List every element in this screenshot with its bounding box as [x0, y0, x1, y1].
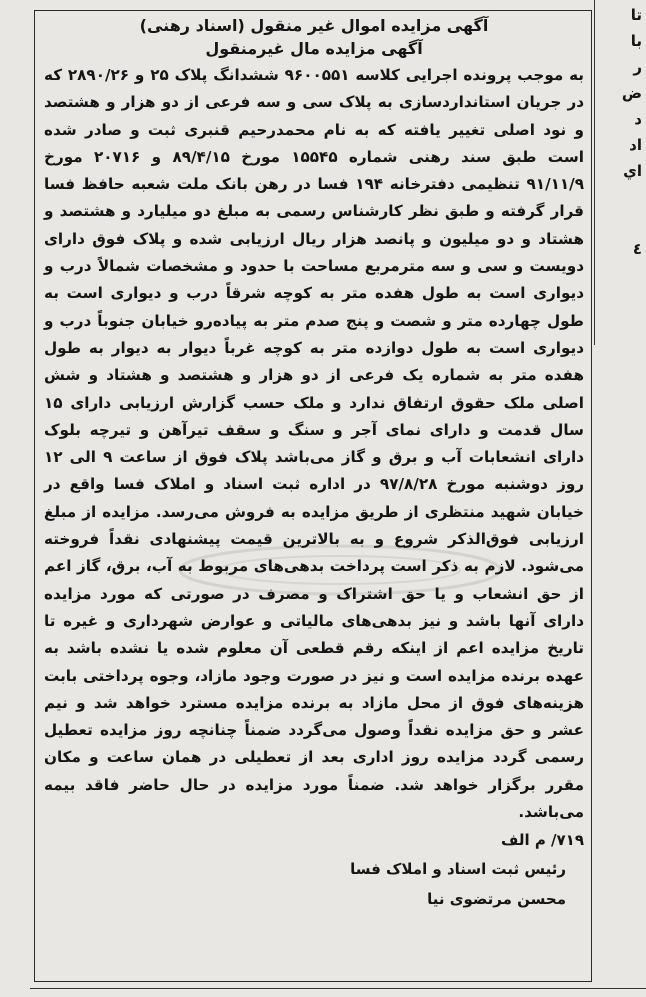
neighbor-line: [595, 184, 646, 210]
neighbor-line: د: [634, 110, 642, 128]
neighbor-line: ض: [621, 84, 642, 102]
neighbor-line: ر: [633, 58, 642, 76]
neighbor-line: با: [630, 32, 642, 50]
neighbor-line: اي: [623, 162, 642, 180]
neighbor-line: ٤: [632, 240, 642, 258]
neighbor-line: تا: [630, 6, 642, 24]
notice-subtitle: آگهی مزایده مال غیرمنقول: [205, 39, 423, 58]
neighbor-line: [595, 210, 646, 236]
page-divider: [30, 988, 646, 989]
neighbor-column: [594, 0, 646, 345]
signatory-name: محسن مرتضوی نیا: [427, 890, 566, 909]
neighbor-line: اد: [629, 136, 642, 154]
auction-notice: [44, 14, 584, 914]
signatory-title: رئیس ثبت اسناد و املاک فسا: [350, 860, 566, 879]
notice-title: آگهی مزایده اموال غیر منقول (اسناد رهنی): [139, 16, 489, 35]
notice-body: به موجب پرونده اجرایی کلاسه ۹۶۰۰۵۵۱ ششدانگ پلاک ۲۵ و ۲۸۹۰/۲۶ که در جریان استانداردسازی به پلاک سی و سه فرعی از دو هزار و هشتصد و نود اصلی تغییر یافته که به نام محمدرحیم قنبری ثبت و صادر شده است طبق سند رهنی شماره ۱۵۵۴۵ مورخ ۸۹/۴/۱۵ و ۲۰۷۱۶ مورخ ۹۱/۱۱/۹ تنظیمی دفترخانه ۱۹۴ فسا در رهن بانک ملت شعبه حافظ فسا قرار گرفته و طبق نظر کارشناس رسمی به مبلغ دو میلیارد و هشتصد و هشتاد و دو میلیون و پانصد هزار ریال ارزیابی شده و پلاک فوق دارای دویست و سی و سه مترمربع مساحت با حدود و مشخصات شمالاً درب و دیواری است به طول هفده متر به کوچه شرقاً درب و دیواری است به طول چهارده متر و شصت و پنج صدم متر به پیاده‌رو خیابان جنوباً درب و دیواری است به طول دوازده متر به کوچه غرباً دیوار به دیوار به طول هفده متر به شماره یک فرعی از دو هزار و هشتصد و هشتاد و شش اصلی ملک حقوق ارتفاق ندارد و ملک حسب گزارش ارزیابی دارای ۱۵ سال قدمت و دارای نمای آجر و سنگ و سقف تیرآهن و تیرچه بلوک دارای انشعابات آب و برق و گاز می‌باشد پلاک فوق از ساعت ۹ الی ۱۲ روز دوشنبه مورخ ۹۷/۸/۲۸ در اداره ثبت اسناد و املاک فسا واقع در خیابان شهید منتظری از طریق مزایده به فروش می‌رسد. مزایده از مبلغ ارزیابی فوق‌الذکر شروع و به بالاترین قیمت پیشنهادی نقداً فروخته می‌شود. لازم به ذکر است پرداخت بدهی‌های مربوط به آب، برق، گاز اعم از حق انشعاب و یا حق اشتراک و مصرف در صورتی که مورد مزایده دارای آنها باشد و نیز بدهی‌های مالیاتی و عوارض شهرداری و غیره تا تاریخ مزایده اعم از اینکه رقم قطعی آن معلوم شده یا نشده باشد به عهده برنده مزایده است و نیز در صورت وجود مازاد، وجوه پرداختی بابت هزینه‌های فوق از محل مازاد به برنده مزایده مسترد خواهد شد و نیم عشر و حق مزایده نقداً وصول می‌گردد ضمناً چنانچه روز مزایده تعطیل رسمی گردد مزایده روز اداری بعد از تعطیلی در همان ساعت و مکان مقرر برگزار خواهد شد. ضمناً مورد مزایده در حال حاضر فاقد بیمه می‌باشد.: [44, 66, 585, 822]
notice-reference: ۷۱۹/ م الف: [500, 831, 584, 850]
